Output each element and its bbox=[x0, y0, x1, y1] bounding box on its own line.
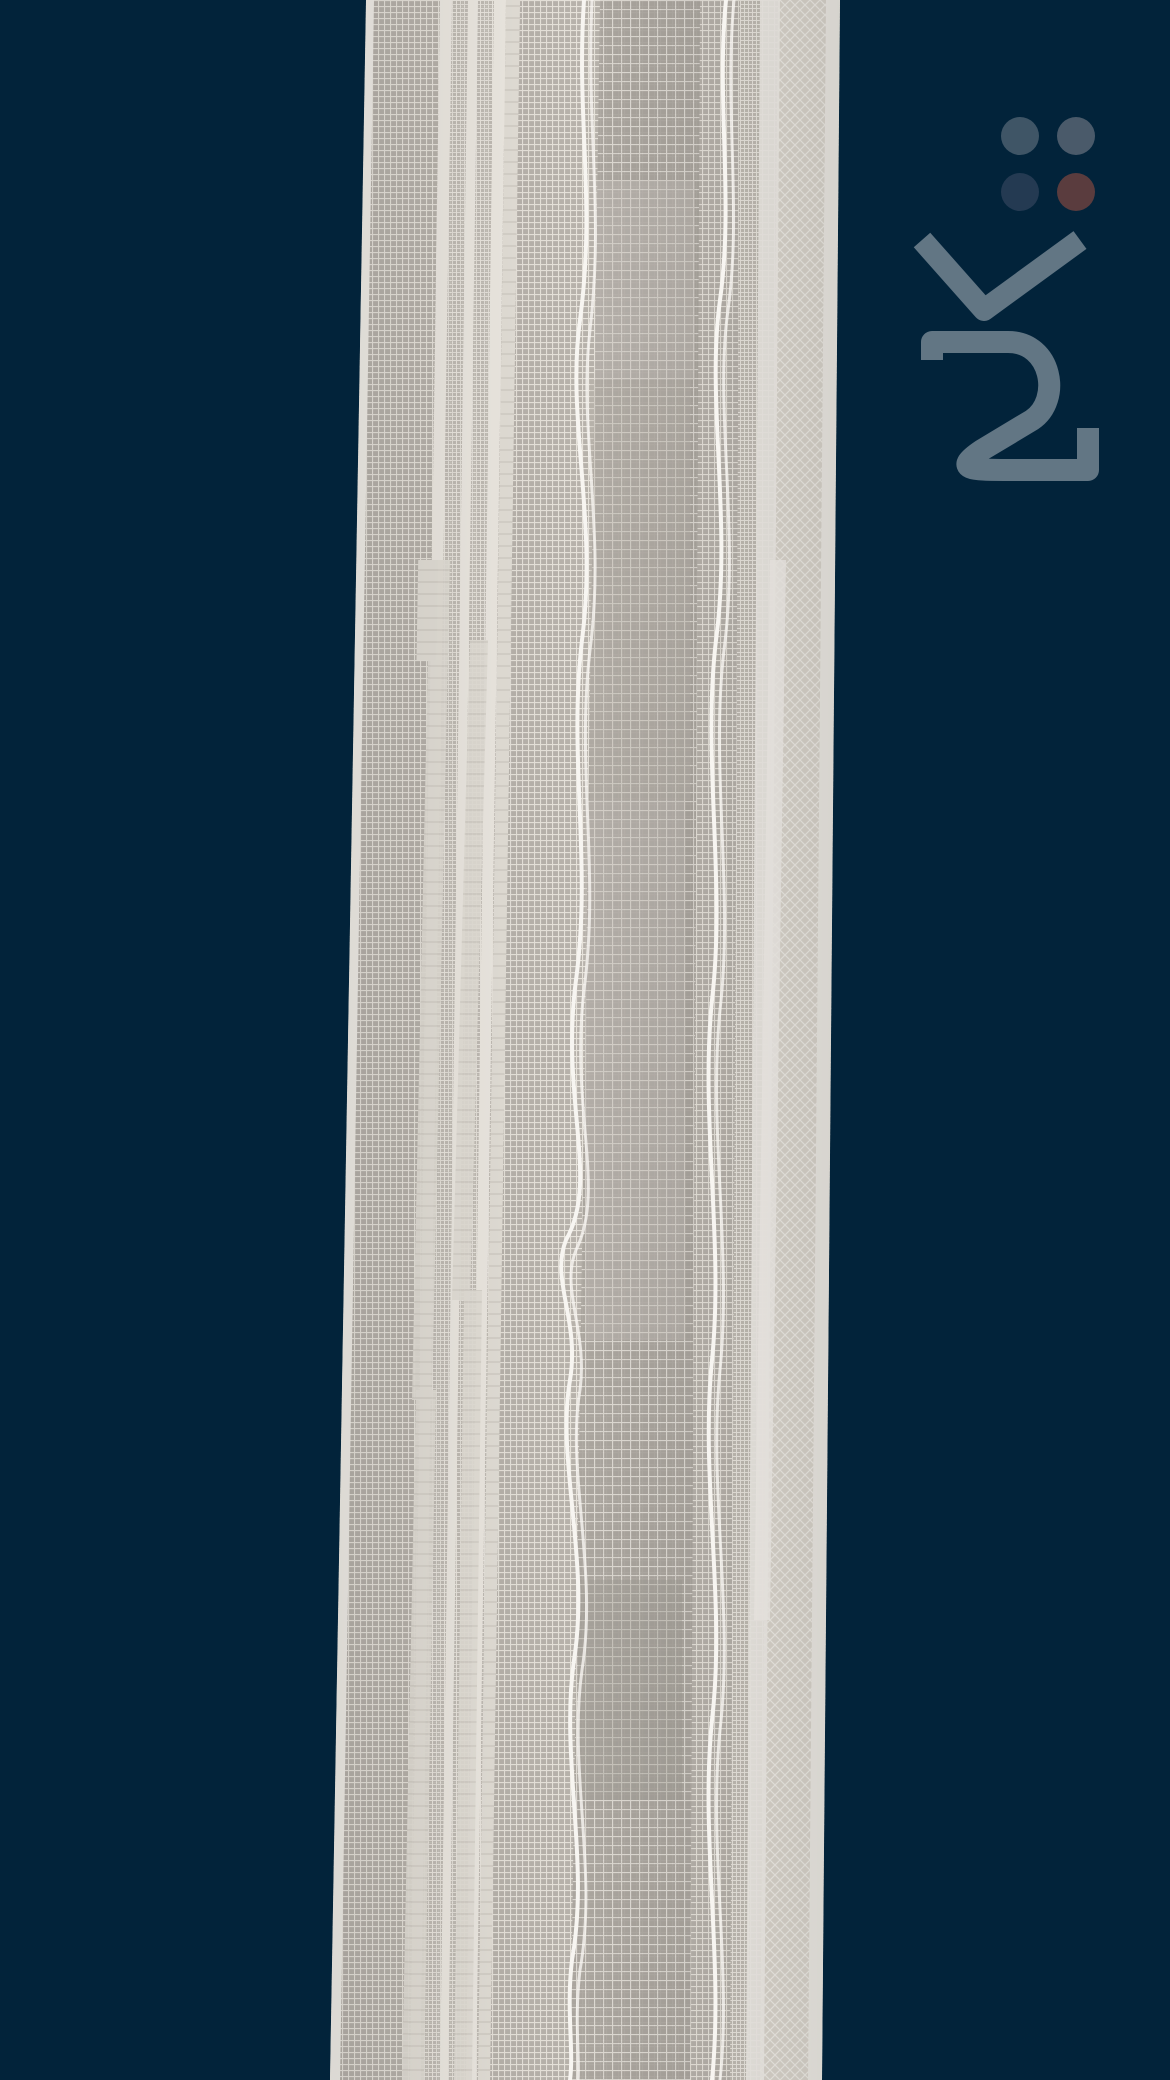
logo-letters bbox=[922, 240, 1088, 470]
sk-watermark-logo bbox=[912, 110, 1112, 490]
logo-dots bbox=[1001, 117, 1095, 211]
